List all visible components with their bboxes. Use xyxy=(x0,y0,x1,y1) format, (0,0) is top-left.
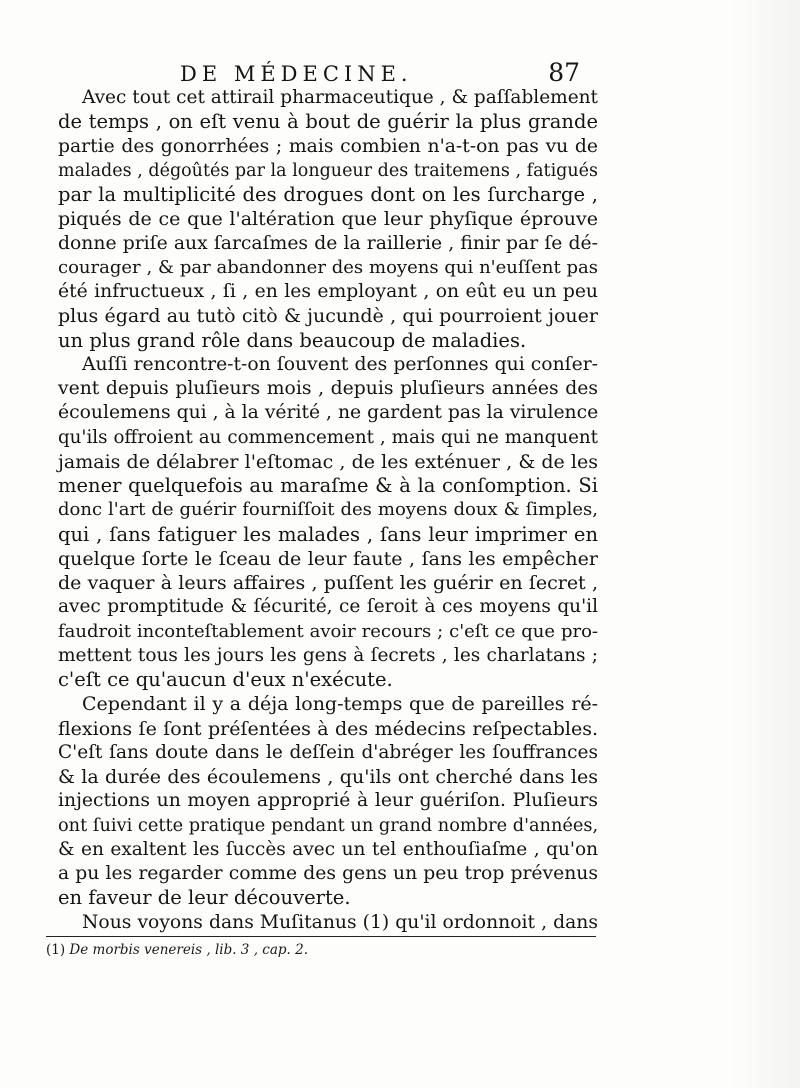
text-line: mettent tous les jours les gens à ſecrets , les charlatans ; xyxy=(58,644,598,666)
text-line: Avec tout cet attirail pharmaceutique , & paſſablement xyxy=(82,87,598,108)
footnote-text: De morbis venereis , lib. 3 , cap. 2. xyxy=(69,942,308,958)
text-line: & la durée des écoulemens , qu'ils ont cherché dans les xyxy=(58,766,598,788)
text-line: courager , & par abandonner des moyens qui n'euſſent pas xyxy=(58,256,598,278)
text-line: jamais de délabrer l'eſtomac , de les exténuer , & de les xyxy=(58,450,598,473)
text-line: Nous voyons dans Muſitanus (1) qu'il ordonnoit , dans xyxy=(82,911,598,933)
text-line: donne priſe aux ſarcaſmes de la raillerie , finir par ſe dé- xyxy=(58,232,598,254)
text-line: quelque ſorte le ſceau de leur faute , ſans les empêcher xyxy=(58,547,598,570)
text-line: faudroit inconteſtablement avoir recours ; c'eſt ce que pro- xyxy=(58,620,598,642)
footnote-marker: (1) xyxy=(46,942,66,958)
text-line: par la multiplicité des drogues dont on les ſurcharge , xyxy=(58,183,598,206)
text-line: en faveur de leur découverte. xyxy=(58,886,351,910)
page-edge-shading xyxy=(730,0,800,1088)
text-line: été infructueux , ſi , en les employant , on eût eu un peu xyxy=(58,281,598,302)
text-line: mener quelquefois au maraſme & à la conſomption. Si xyxy=(58,474,598,497)
text-line: & en exaltent les ſuccès avec un tel enthouſiaſme , qu'on xyxy=(58,838,598,860)
text-line: un plus grand rôle dans beaucoup de maladies. xyxy=(58,328,527,352)
text-line: Auſſi rencontre-t-on ſouvent des perſonnes qui conſer- xyxy=(82,353,598,375)
running-title: DE MÉDECINE. xyxy=(180,62,413,86)
text-line: partie des gonorrhées ; mais combien n'a-t-on pas vu de xyxy=(58,135,598,157)
text-line: C'eſt ſans doute dans le deſſein d'abréger les ſouffrances xyxy=(58,741,598,763)
body-text xyxy=(58,86,598,935)
text-line: plus égard au tutò citò & jucundè , qui pourroient jouer xyxy=(58,305,598,328)
text-line: de vaquer à leurs affaires , puſſent les guérir en ſecret , xyxy=(58,572,598,594)
text-line: avec promptitude & ſécurité, ce ſeroit à ces moyens qu'il xyxy=(58,596,598,618)
footnote xyxy=(46,942,308,958)
text-line: malades , dégoûtés par la longueur des traitemens , fatigués xyxy=(58,160,598,181)
text-line: ont ſuivi cette pratique pendant un grand nombre d'années, xyxy=(58,815,599,836)
page-number: 87 xyxy=(548,58,580,87)
text-line: flexions ſe ſont préſentées à des médecins reſpectables. xyxy=(58,717,598,740)
text-line: vent depuis pluſieurs mois , depuis pluſieurs années des xyxy=(58,378,598,399)
footnote-rule xyxy=(46,936,596,937)
text-line: c'eſt ce qu'aucun d'eux n'exécute. xyxy=(58,668,393,691)
text-line: écoulemens qui , à la vérité , ne gardent pas la virulence xyxy=(58,402,599,424)
text-line: a pu les regarder comme des gens un peu trop prévenus xyxy=(58,863,598,884)
text-line: piqués de ce que l'altération que leur phyſique éprouve xyxy=(58,208,598,231)
text-line: donc l'art de guérir fourniſſoit des moyens doux & ſimples, xyxy=(58,499,598,521)
text-line: Cependant il y a déja long-temps que de pareilles ré- xyxy=(82,693,598,716)
text-line: qu'ils offroient au commencement , mais qui ne manquent xyxy=(58,426,598,448)
text-line: de temps , on eſt venu à bout de guérir la plus grande xyxy=(58,110,598,134)
text-line: qui , ſans fatiguer les malades , ſans leur imprimer en xyxy=(58,522,598,546)
text-line: injections un moyen approprié à leur guériſon. Pluſieurs xyxy=(58,790,598,812)
